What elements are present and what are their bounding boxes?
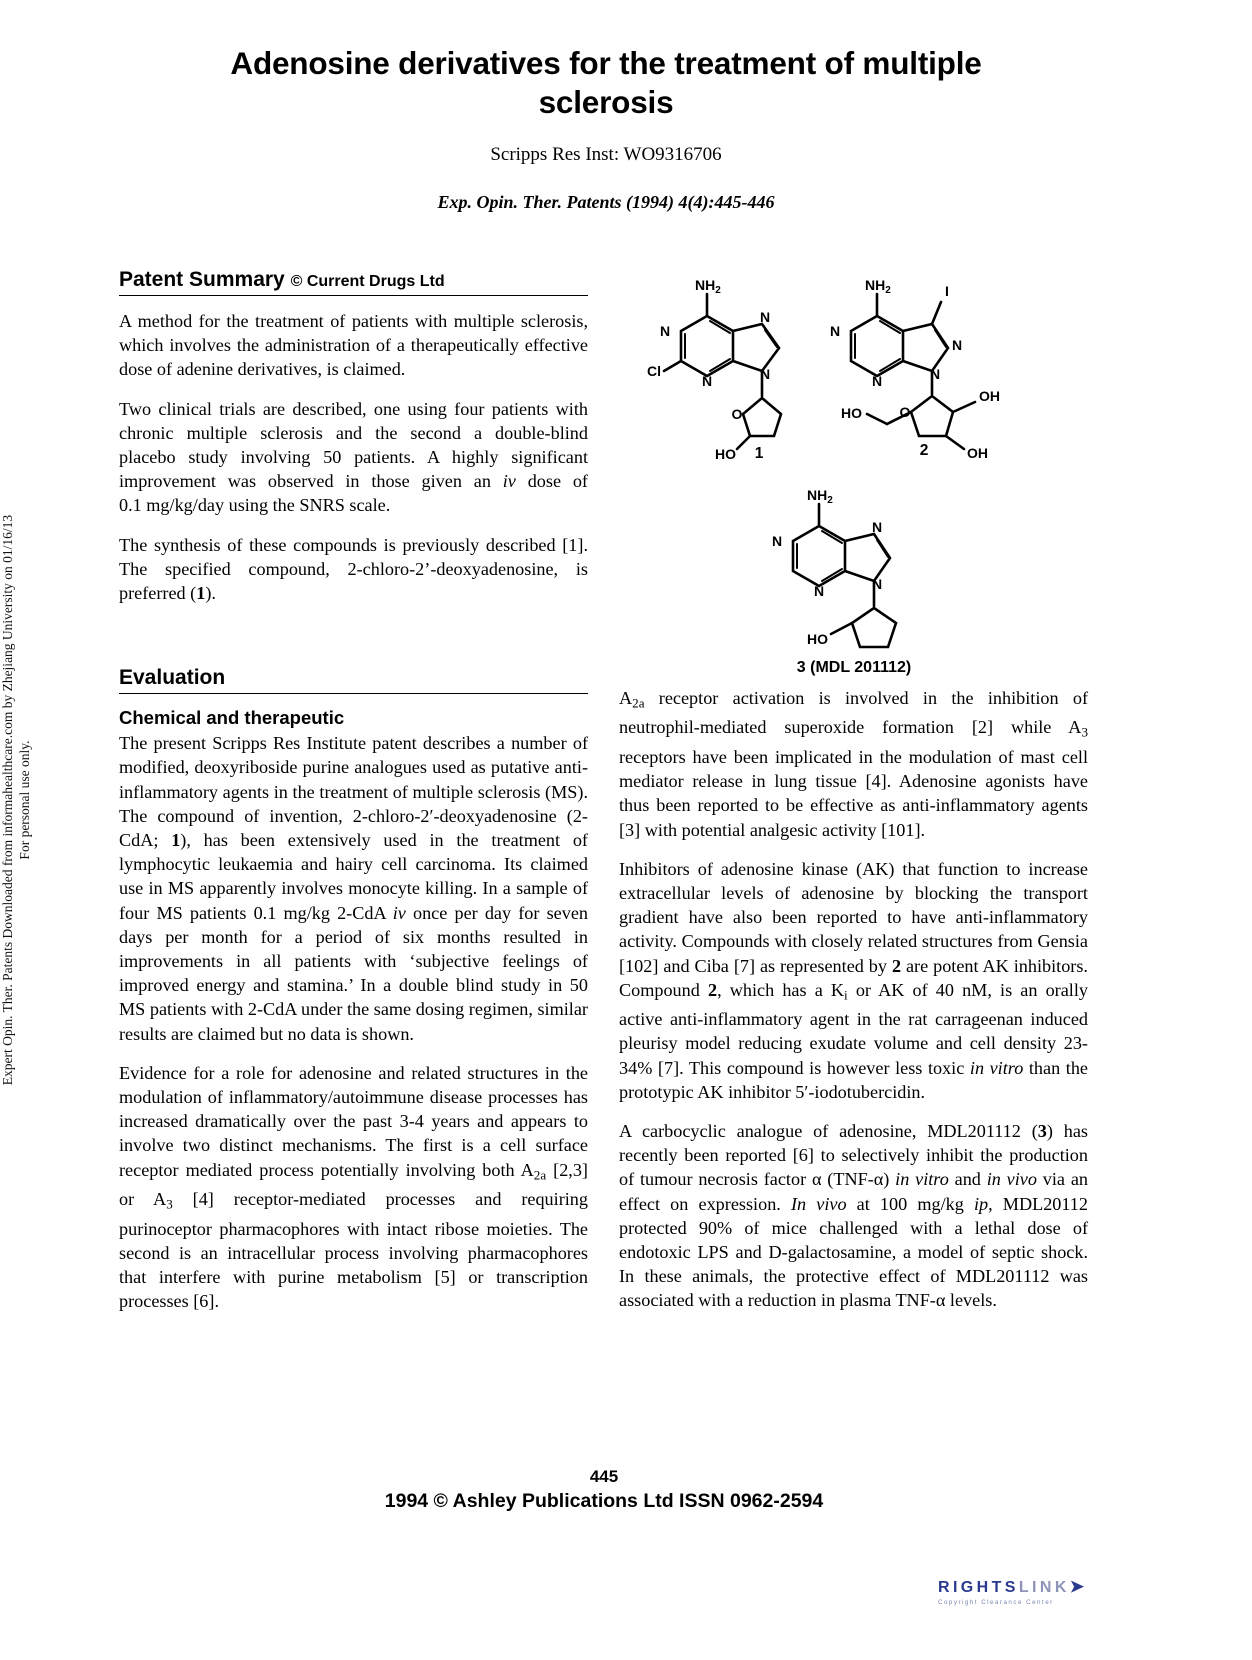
- evaluation-paragraph-1: The present Scripps Res Institute patent describes a number of modified, deoxyriboside purine analogues used as putative anti-inflammatory agents in the treatment of multiple sclerosis (MS). The compound of invention, 2-chloro-2′-deoxyadenosine (2-CdA; 1), has been extensively used in the treatment of lymphocytic leukaemia and hairy cell carcinoma. Its claimed use in MS apparently involves monocyte killing. In a sample of four MS patients 0.1 mg/kg 2-CdA iv once per day for seven days per month for a period of six months resulted in improvements in all patients with ‘subjective feelings of improved energy and stamina.’ In a double blind study in 50 MS patients with 2-CdA under the same dosing regimen, similar results are claimed but no data is shown.: [119, 733, 588, 1044]
- atom-label-i-2: I: [945, 283, 949, 299]
- chemical-structures-figure: [619, 266, 1089, 676]
- atom-label-n-1b: N: [701, 373, 713, 389]
- watermark-line-1: Expert Opin. Ther. Patents Downloaded from informahealthcare.com by Zhejiang University on 01/16/13: [0, 514, 15, 1086]
- atom-label-n-3c: N: [871, 519, 883, 535]
- left-column: [119, 268, 588, 1313]
- patent-summary-heading-text: Patent Summary: [119, 268, 285, 291]
- evaluation-rule: [119, 693, 588, 694]
- right-paragraph-2: Inhibitors of adenosine kinase (AK) that function to increase extracellular levels of adenosine by blocking the transport gradient have also been reported to have anti-inflammatory activity. Compounds with closely related structures from Gensia [102] and Ciba [7] as represented by 2 are potent AK inhibitors. Compound 2, which has a $K_i$ or AK of 40 nM, is an orally active anti-inflammatory agent in the rat carrageenan induced pleurisy model reducing exudate volume and cell density 23-34% [7]. This compound is however less toxic in vitro than the prototypic AK inhibitor 5′-iodotubercidin.: [619, 858, 1089, 1102]
- rightslink-rights-text: RIGHTS: [938, 1579, 1019, 1596]
- atom-label-nh2-1: $NH_2$: [695, 277, 721, 296]
- atom-label-oh-2b: OH: [967, 445, 988, 461]
- atom-label-ho-3: HO: [807, 631, 828, 647]
- right-paragraph-1: $A_{2a}$ receptor activation is involved in the inhibition of neutrophil-mediated superoxide formation [2] while $A_3$ receptors have been implicated in the modulation of mast cell mediator release in lung tissue [4]. Adenosine agonists have thus been reported to be effective as anti-inflammatory agents [3] with potential analgesic activity [101].: [619, 688, 1088, 840]
- structures-svg: [619, 266, 1089, 676]
- section-spacer: [119, 620, 588, 666]
- atom-label-o-2: O: [899, 404, 911, 420]
- atom-label-o-1: O: [731, 406, 743, 422]
- compound-2-label: 2: [919, 442, 929, 459]
- patent-summary-heading: [119, 268, 588, 292]
- evaluation-paragraph-2: Evidence for a role for adenosine and related structures in the modulation of inflammatory/autoimmune disease processes has increased dramatically over the past 3-4 years and appears to involve two distinct mechanisms. The first is a cell surface receptor mediated process potentially involving both $A_{2a}$ [2,3] or $A_3$ [4] receptor-mediated processes and requiring purinoceptor pharmacophores with intact ribose moieties. The second is an intracellular process involving pharmacophores that interfere with purine metabolism [5] or transcription processes [6].: [119, 1062, 588, 1312]
- atom-label-ho-2: HO: [841, 405, 862, 421]
- atom-label-cl-1: Cl: [647, 363, 661, 379]
- atom-label-n-2b: N: [871, 373, 883, 389]
- atom-label-n-2d: N: [929, 366, 941, 382]
- current-drugs-copyright: © Current Drugs Ltd: [290, 273, 445, 290]
- chevron-right-icon: ➤: [1069, 1577, 1085, 1596]
- page-title: Adenosine derivatives for the treatment of multiple sclerosis: [230, 45, 982, 120]
- summary-paragraph-3: The synthesis of these compounds is previously described [1]. The specified compound, 2-chloro-2’-deoxyadenosine, is preferred (1).: [119, 534, 588, 604]
- atom-label-nh2-2: $NH_2$: [865, 277, 891, 296]
- watermark-line-2: For personal use only.: [16, 740, 32, 860]
- atom-label-n-1a: N: [659, 323, 671, 339]
- atom-label-n-2c: N: [951, 337, 963, 353]
- compound-3-label: 3 (MDL 201112): [796, 659, 912, 676]
- rightslink-wordmark: [938, 1578, 1168, 1597]
- publisher-imprint: 1994 © Ashley Publications Ltd ISSN 0962-2594: [384, 1490, 824, 1512]
- page-footer: [119, 1466, 1089, 1514]
- page-number: 445: [589, 1467, 619, 1486]
- heading-rule: [119, 295, 588, 296]
- summary-paragraph-2: Two clinical trials are described, one using four patients with chronic multiple sclerosis and the second a double-blind placebo study involving 50 patients. A highly significant improvement was observed in those given an iv dose of 0.1 mg/kg/day using the SNRS scale.: [119, 398, 588, 516]
- rightslink-logo[interactable]: [938, 1578, 1168, 1612]
- right-paragraph-3: A carbocyclic analogue of adenosine, MDL201112 (3) has recently been reported [6] to selectively inhibit the production of tumour necrosis factor α (TNF-α) in vitro and in vivo via an effect on expression. In vivo at 100 mg/kg ip, MDL20112 protected 90% of mice challenged with a lethal dose of endotoxic LPS and D-galactosamine, a model of septic shock. In these animals, the protective effect of MDL201112 was associated with a reduction in plasma TNF-α levels.: [619, 1121, 1088, 1311]
- atom-label-n-1c: N: [759, 309, 771, 325]
- atom-label-ho-1: HO: [715, 446, 736, 462]
- atom-label-n-1d: N: [759, 366, 771, 382]
- rightslink-tagline: Copyright Clearance Center: [938, 1599, 1054, 1606]
- atom-label-nh2-3: $NH_2$: [807, 487, 833, 506]
- atom-label-n-2a: N: [829, 323, 841, 339]
- summary-paragraph-1: A method for the treatment of patients with multiple sclerosis, which involves the administration of a therapeutically effective dose of adenine derivatives, is claimed.: [119, 311, 588, 380]
- journal-citation: Exp. Opin. Ther. Patents (1994) 4(4):445-446: [437, 192, 775, 212]
- evaluation-heading: Evaluation: [119, 666, 226, 690]
- chemical-therapeutic-subheading: Chemical and therapeutic: [119, 707, 345, 729]
- patent-source: Scripps Res Inst: WO9316706: [490, 144, 722, 165]
- compound-1-label: 1: [754, 445, 764, 462]
- download-watermark: [0, 420, 46, 1180]
- atom-label-n-3d: N: [871, 576, 883, 592]
- atom-label-n-3b: N: [813, 583, 825, 599]
- atom-label-oh-2a: OH: [979, 388, 1000, 404]
- rightslink-link-text: LINK: [1018, 1579, 1070, 1596]
- atom-label-n-3a: N: [771, 533, 783, 549]
- right-column: [619, 686, 1088, 1313]
